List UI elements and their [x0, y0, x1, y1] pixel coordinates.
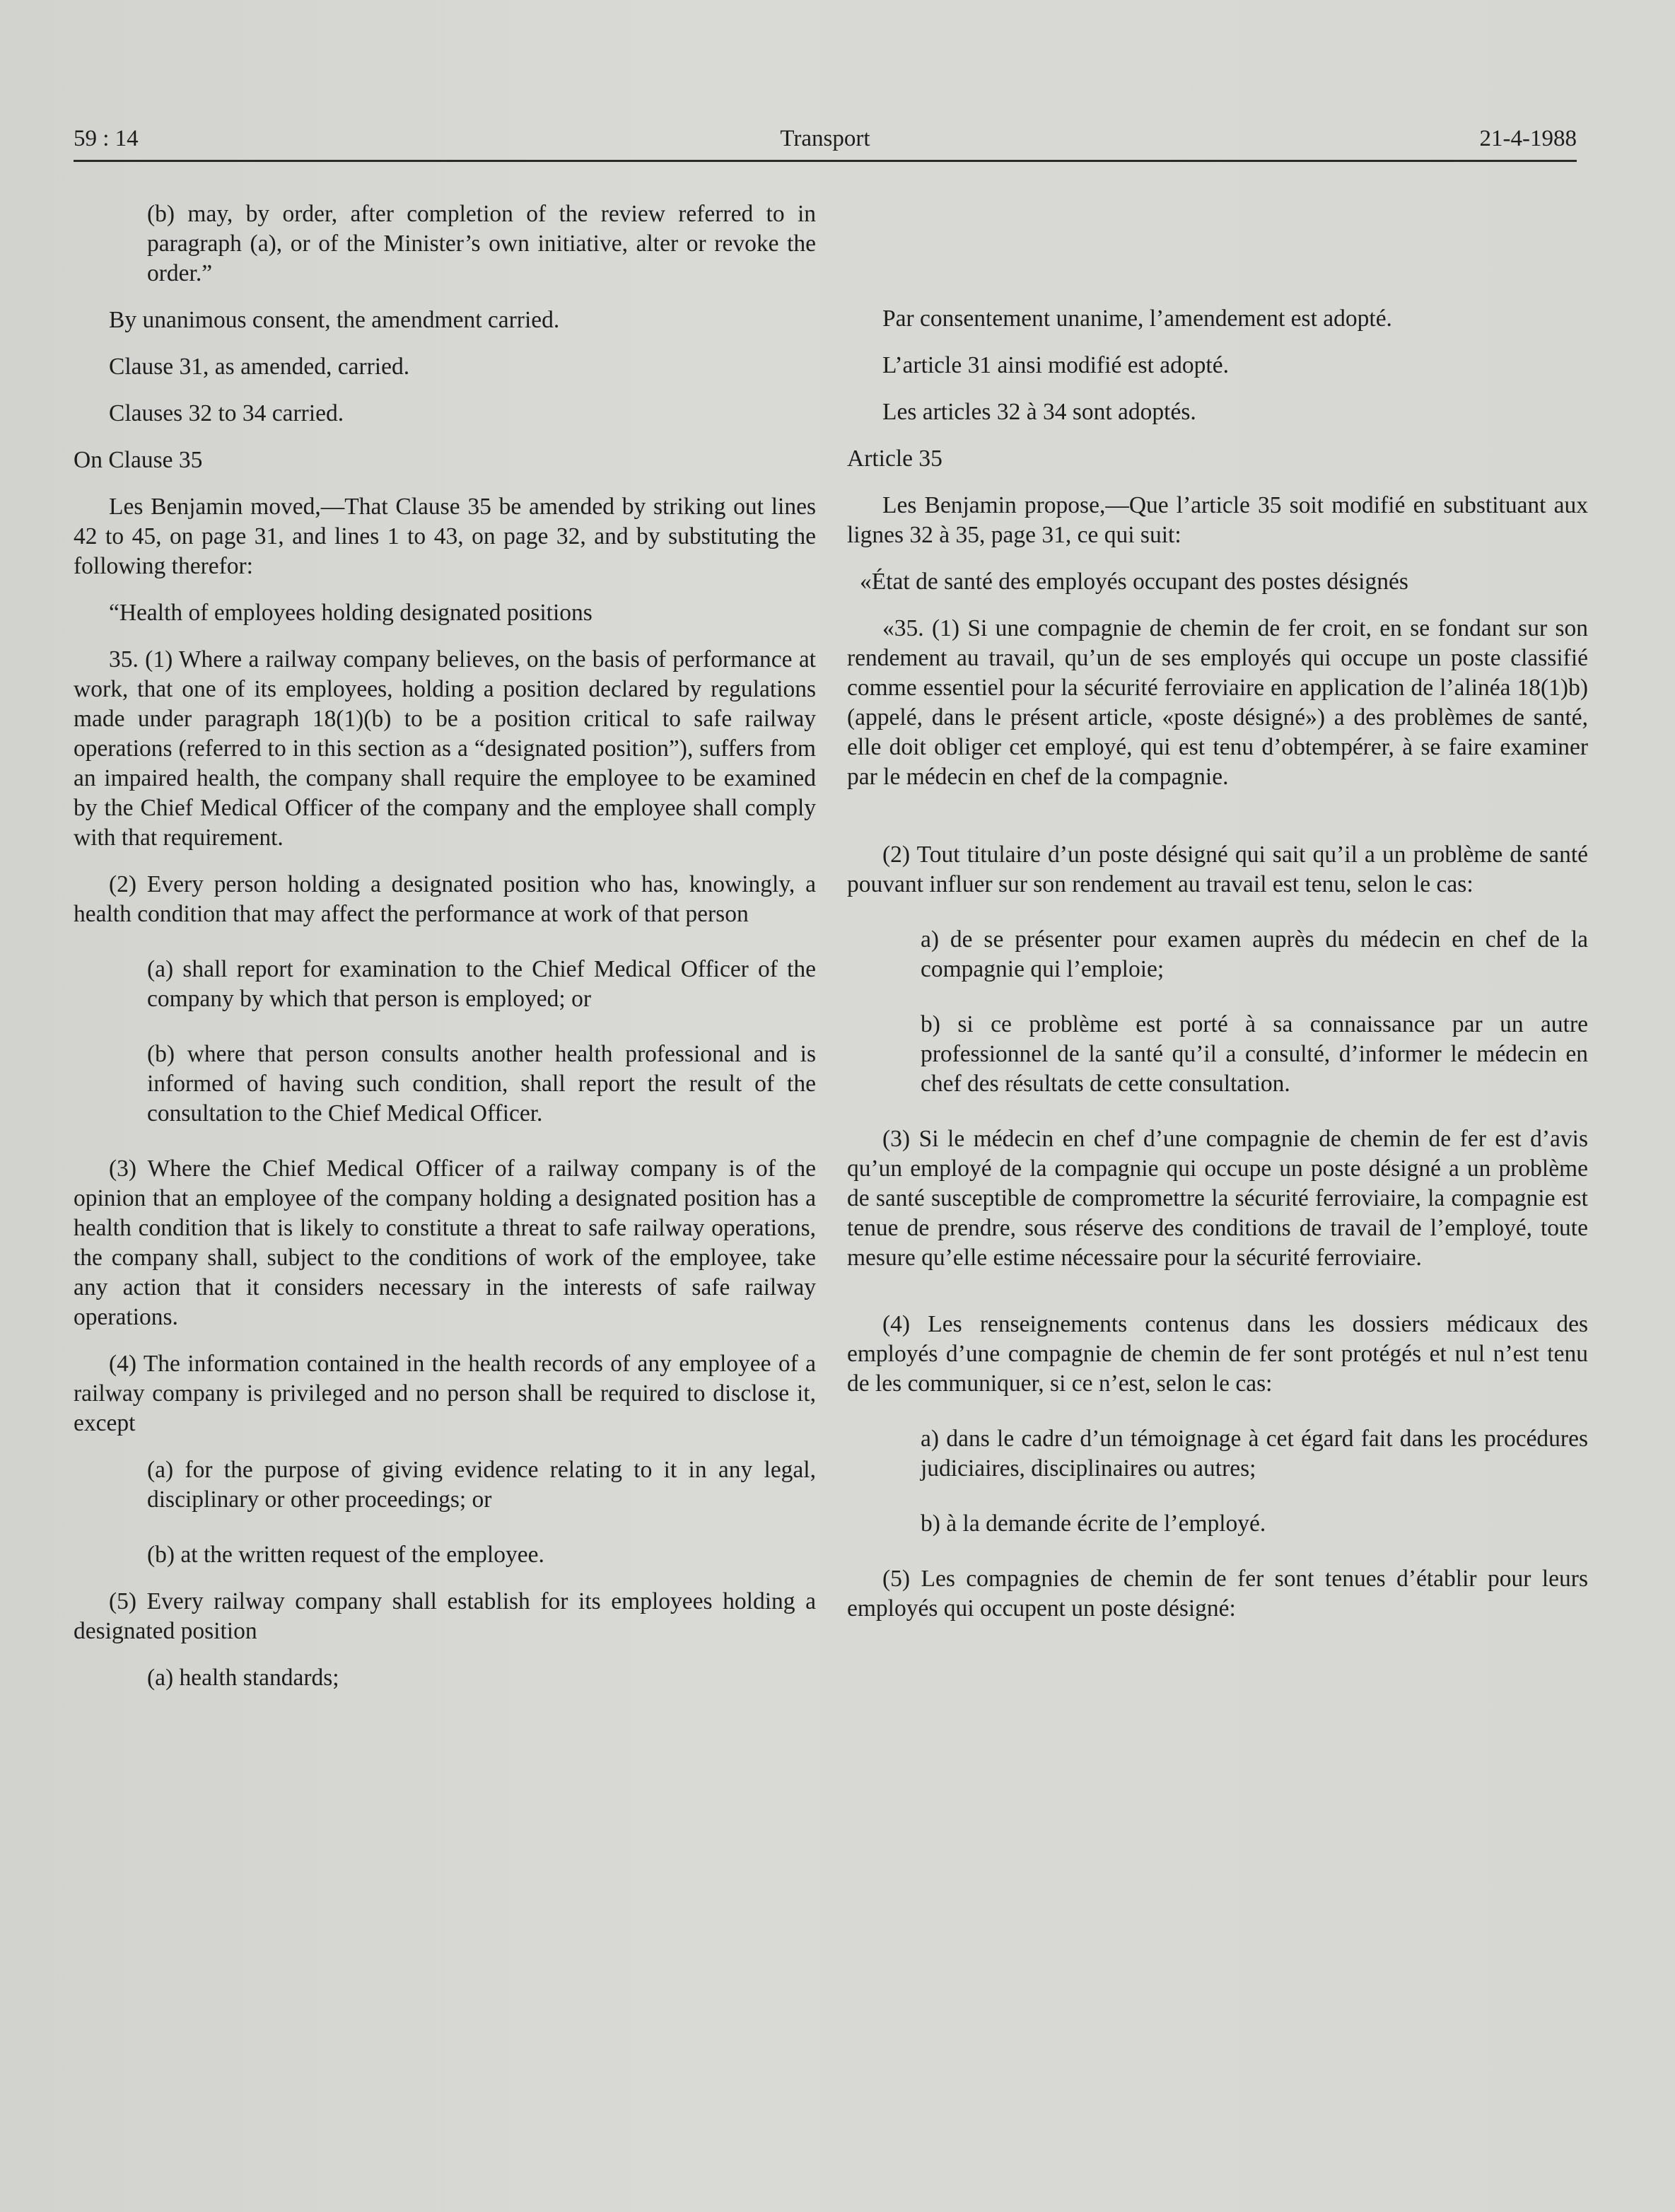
page-reference: 59 : 14: [74, 126, 139, 151]
paragraph: (5) Every railway company shall establish for its employees holding a designated position: [74, 1588, 816, 1644]
paragraph: (b) where that person consults another health professional and is informed of having such condition, shall report the result of the consultation to the Chief Medical Officer.: [147, 1041, 816, 1127]
paragraph: (2) Tout titulaire d’un poste désigné qui sait qu’il a un problème de santé pouvant influer sur son rendement au travail est tenu, selon le cas:: [847, 842, 1588, 897]
paragraph: Les Benjamin propose,—Que l’article 35 soit modifié en substituant aux lignes 32 à 35, page 31, ce qui suit:: [847, 492, 1588, 548]
paragraph: (a) shall report for examination to the Chief Medical Officer of the company by which that person is employed; or: [147, 956, 816, 1012]
paragraph: a) de se présenter pour examen auprès du médecin en chef de la compagnie qui l’emploie;: [921, 926, 1588, 982]
paragraph: (4) Les renseignements contenus dans les dossiers médicaux des employés d’une compagnie de chemin de fer sont protégés et nul n’est tenu de les communiquer, si ce n’est, selon le cas:: [847, 1311, 1588, 1397]
header-rule: [74, 160, 1577, 162]
clause-heading: Article 35: [847, 446, 942, 472]
paragraph: (5) Les compagnies de chemin de fer sont tenues d’établir pour leurs employés qui occupent un poste désigné:: [847, 1566, 1588, 1622]
paragraph: (b) at the written request of the employee.: [147, 1542, 544, 1568]
paragraph: Par consentement unanime, l’amendement est adopté.: [882, 305, 1392, 332]
page-header: [74, 126, 1577, 160]
paragraph: Les articles 32 à 34 sont adoptés.: [882, 399, 1196, 425]
paragraph: (4) The information contained in the health records of any employee of a railway company is privileged and no person shall be required to disclose it, except: [74, 1351, 816, 1436]
paragraph: (3) Where the Chief Medical Officer of a railway company is of the opinion that an employee of the company holding a designated position has a health condition that is likely to constitute a threat to safe railway operations, the company shall, subject to the conditions of work of the employee, take any action that it considers necessary in the interests of safe railway operations.: [74, 1156, 816, 1330]
paragraph: b) si ce problème est porté à sa connaissance par un autre professionnel de la santé qu’il a consulté, d’informer le médecin en chef des résultats de cette consultation.: [921, 1011, 1588, 1097]
paragraph: (b) may, by order, after completion of the review referred to in paragraph (a), or of the Minister’s own initiative, alter or revoke the order.”: [147, 201, 816, 286]
paragraph: (a) health standards;: [147, 1665, 339, 1691]
section-heading: «État de santé des employés occupant des postes désignés: [860, 569, 1408, 595]
paragraph: Clauses 32 to 34 carried.: [109, 400, 344, 426]
header-date: 21-4-1988: [1479, 126, 1577, 151]
paragraph: L’article 31 ainsi modifié est adopté.: [882, 352, 1229, 378]
paragraph: (2) Every person holding a designated position who has, knowingly, a health condition that may affect the performance at work of that person: [74, 871, 816, 927]
paragraph: By unanimous consent, the amendment carried.: [109, 307, 560, 333]
english-column: [74, 199, 816, 1710]
paragraph: b) à la demande écrite de l’employé.: [921, 1510, 1266, 1537]
paragraph: (3) Si le médecin en chef d’une compagnie de chemin de fer est d’avis qu’un employé de la compagnie qui occupe un poste désigné a un problème de santé susceptible de compromettre la sécurité ferroviaire, la compagnie est tenue de prendre, sous réserve des conditions de travail de l’employé, toute mesure qu’elle estime nécessaire pour la sécurité ferroviaire.: [847, 1126, 1588, 1271]
section-heading: “Health of employees holding designated positions: [109, 600, 593, 626]
paragraph: a) dans le cadre d’un témoignage à cet égard fait dans les procédures judiciaires, disciplinaires ou autres;: [921, 1426, 1588, 1482]
paragraph: 35. (1) Where a railway company believes, on the basis of performance at work, that one of its employees, holding a position declared by regulations made under paragraph 18(1)(b) to be a position critical to safe railway operations (referred to in this section as a “designated position”), suffers from an impaired health, the company shall require the employee to be examined by the Chief Medical Officer of the company and the employee shall comply with that requirement.: [74, 646, 816, 851]
running-title: Transport: [780, 126, 870, 151]
clause-heading: On Clause 35: [74, 447, 203, 473]
paragraph: Clause 31, as amended, carried.: [109, 354, 410, 380]
paragraph: (a) for the purpose of giving evidence relating to it in any legal, disciplinary or other proceedings; or: [147, 1457, 816, 1513]
paragraph: Les Benjamin moved,—That Clause 35 be amended by striking out lines 42 to 45, on page 31, and lines 1 to 43, on page 32, and by substituting the following therefor:: [74, 494, 816, 579]
paragraph: «35. (1) Si une compagnie de chemin de fer croit, en se fondant sur son rendement au travail, qu’un de ses employés qui occupe un poste classifié comme essentiel pour la sécurité ferroviaire en application de l’alinéa 18(1)b) (appelé, dans le présent article, «poste désigné») a des problèmes de santé, elle doit obliger cet employé, qui est tenu d’obtempérer, à se faire examiner par le médecin en chef de la compagnie.: [847, 615, 1588, 790]
french-column: [847, 304, 1588, 1641]
